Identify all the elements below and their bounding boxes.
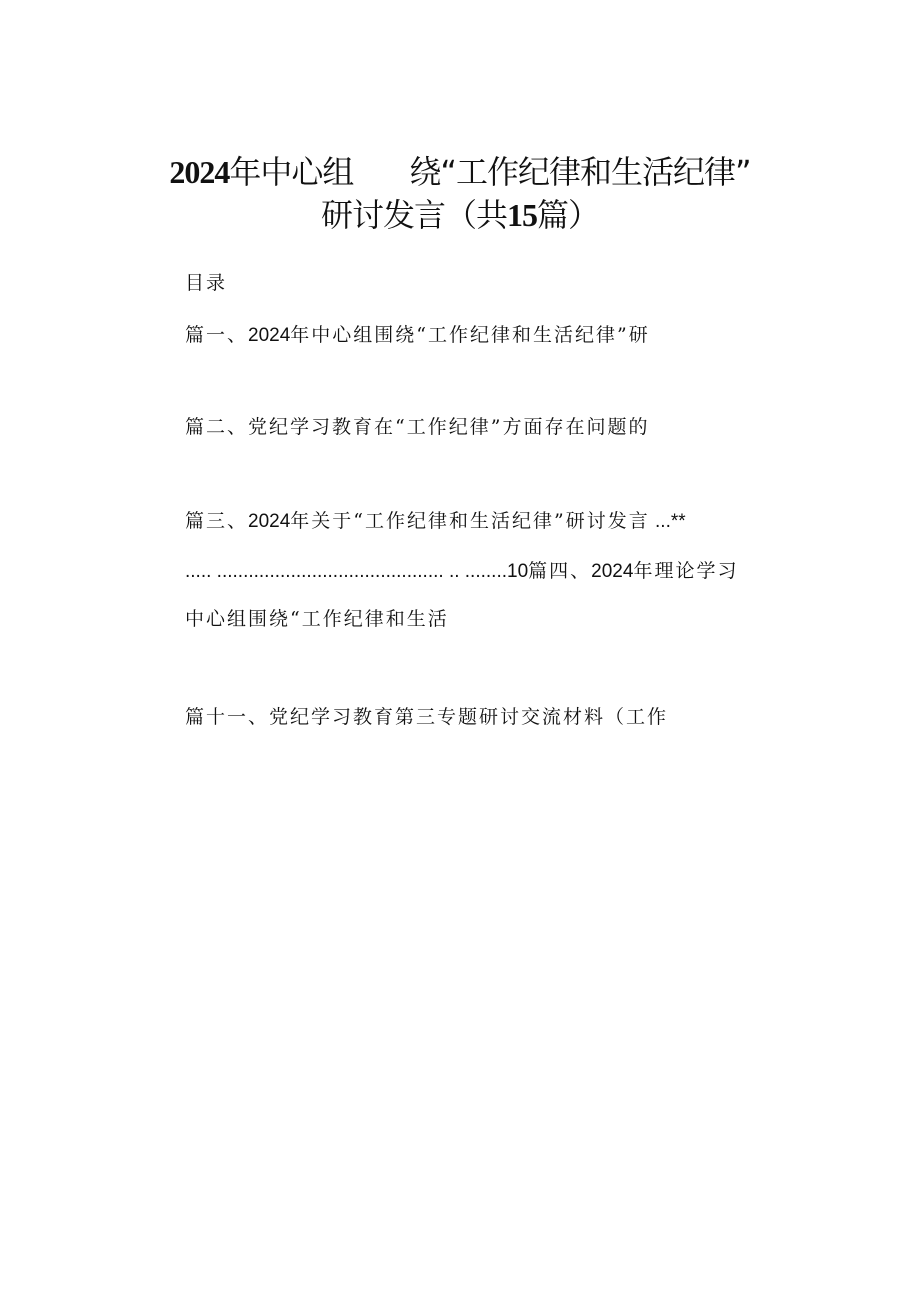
toc-entry-1[interactable]	[185, 320, 650, 347]
toc-entry-3-title: 年关于“工作纪律和生活纪律”研讨发言	[290, 510, 650, 532]
toc-entry-1-year: 2024	[248, 325, 291, 346]
toc-entry-2[interactable]	[185, 412, 649, 439]
toc-entry-11[interactable]	[185, 702, 668, 729]
toc-entry-2-prefix: 篇二、	[185, 416, 249, 438]
toc-entry-3[interactable]	[185, 506, 686, 533]
toc-heading: 目录	[185, 272, 228, 294]
toc-entry-4[interactable]	[185, 556, 738, 583]
toc-entry-3-prefix: 篇三、	[185, 510, 249, 532]
toc-entry-2-title: 党纪学习教育在“工作纪律”方面存在问题的	[248, 416, 650, 438]
toc-entry-4-title: 年理论学习	[633, 560, 739, 582]
toc-entry-3-tail: ...**	[649, 511, 686, 532]
toc-entry-11-prefix: 篇十一、	[185, 706, 270, 728]
toc-entry-1-prefix: 篇一、	[185, 324, 249, 346]
title-text-c: 研讨发言（共	[320, 196, 507, 234]
title-count: 15	[507, 197, 537, 233]
toc-leader-dots: ..... ........................................... .. ........10	[185, 561, 529, 582]
toc-entry-4-continued: 中心组围绕“工作纪律和生活	[185, 608, 449, 630]
title-text-d: 篇）	[537, 196, 600, 234]
document-title-line-1	[0, 147, 920, 193]
toc-entry-4-prefix: 篇四、	[528, 560, 592, 582]
toc-entry-4-year: 2024	[591, 561, 634, 582]
title-year: 2024	[169, 154, 230, 190]
toc-entry-11-title: 党纪学习教育第三专题研讨交流材料（工作	[269, 706, 669, 728]
title-text-a: 年中心组	[229, 153, 354, 191]
title-text-b: 绕“工作纪律和生活纪律”	[409, 153, 751, 191]
document-title-line-2	[0, 190, 920, 236]
toc-entry-3-year: 2024	[248, 511, 291, 532]
toc-entry-1-title: 年中心组围绕“工作纪律和生活纪律”研	[290, 324, 650, 346]
